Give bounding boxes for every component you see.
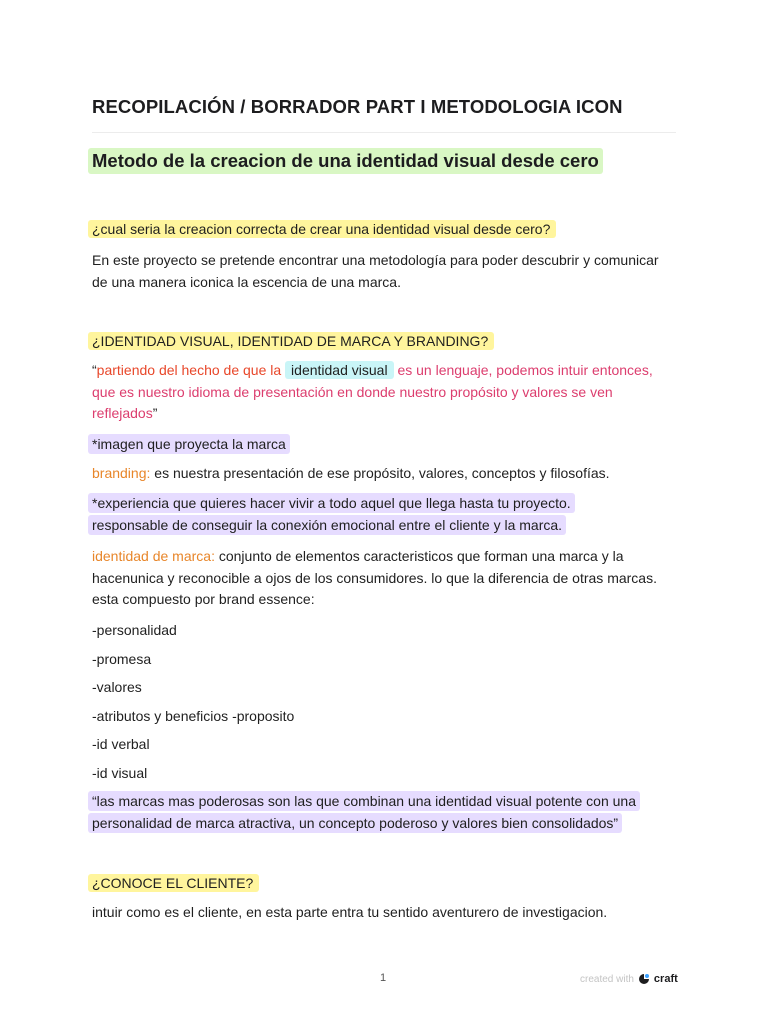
quote-close: ” xyxy=(152,405,158,421)
note-experiencia xyxy=(92,493,676,536)
note-experiencia-line-2: responsable de conseguir la conexión emocional entre el cliente y la marca. xyxy=(88,515,566,535)
identidad-marca-text: conjunto de elementos caracteristicos que forman una marca y la hacenunica y reconocible a ojos de los consumidores. lo que la diferencia de otras marcas. esta compuesto por brand essence: xyxy=(92,548,657,607)
document-title: RECOPILACIÓN / BORRADOR PART I METODOLOGIA ICON xyxy=(92,96,676,133)
identidad-visual-chip: identidad visual xyxy=(285,361,394,379)
paragraph-intro: En este proyecto se pretende encontrar una metodología para poder descubrir y comunicar de una manera iconica la escencia de una marca. xyxy=(92,252,659,290)
quote-identidad-visual xyxy=(92,360,676,425)
branding-label: branding: xyxy=(92,465,151,481)
branding-definition xyxy=(92,463,676,485)
branding-text: es nuestra presentación de ese propósito, valores, conceptos y filosofías. xyxy=(150,465,610,481)
quote-marcas-line-1: “las marcas mas poderosas son las que combinan una identidad visual potente con una xyxy=(88,791,640,811)
craft-branding xyxy=(580,973,678,985)
quote-part-2: es un lenguaje, podemos intuir entonces, que es nuestro idioma de presentación en donde nuestro propósito y valores se ven reflejados xyxy=(92,362,653,421)
question-1 xyxy=(92,219,676,241)
question-3 xyxy=(92,873,676,895)
list-item: -atributos y beneficios -proposito xyxy=(92,708,295,724)
question-3-highlight: ¿CONOCE EL CLIENTE? xyxy=(88,874,259,892)
question-2 xyxy=(92,331,676,353)
note-imagen xyxy=(92,434,676,456)
identidad-marca-definition xyxy=(92,546,676,611)
page-number: 1 xyxy=(380,972,387,984)
list-item: -promesa xyxy=(92,651,152,667)
craft-brand-name: craft xyxy=(653,973,678,985)
quote-marcas-poderosas xyxy=(92,791,676,834)
craft-logo-icon xyxy=(638,973,650,985)
quote-open: “ xyxy=(92,362,97,378)
list-item: -id visual xyxy=(92,765,148,781)
list-item: -valores xyxy=(92,679,142,695)
section-heading: Metodo de la creacion de una identidad visual desde cero xyxy=(88,148,603,174)
question-2-highlight: ¿IDENTIDAD VISUAL, IDENTIDAD DE MARCA Y BRANDING? xyxy=(88,332,494,350)
created-with-label: created with xyxy=(580,973,634,985)
paragraph-cliente: intuir como es el cliente, en esta parte entra tu sentido aventurero de investigacion. xyxy=(92,904,608,920)
identidad-marca-label: identidad de marca: xyxy=(92,548,215,564)
note-experiencia-line-1: *experiencia que quieres hacer vivir a todo aquel que llega hasta tu proyecto. xyxy=(88,493,575,513)
question-1-highlight: ¿cual seria la creacion correcta de crear una identidad visual desde cero? xyxy=(88,220,556,238)
quote-marcas-line-2: personalidad de marca atractiva, un concepto poderoso y valores bien consolidados” xyxy=(88,813,622,833)
note-imagen-highlight: *imagen que proyecta la marca xyxy=(88,434,290,454)
list-item: -personalidad xyxy=(92,622,177,638)
quote-part-1: partiendo del hecho de que la xyxy=(96,362,282,378)
list-item: -id verbal xyxy=(92,736,150,752)
